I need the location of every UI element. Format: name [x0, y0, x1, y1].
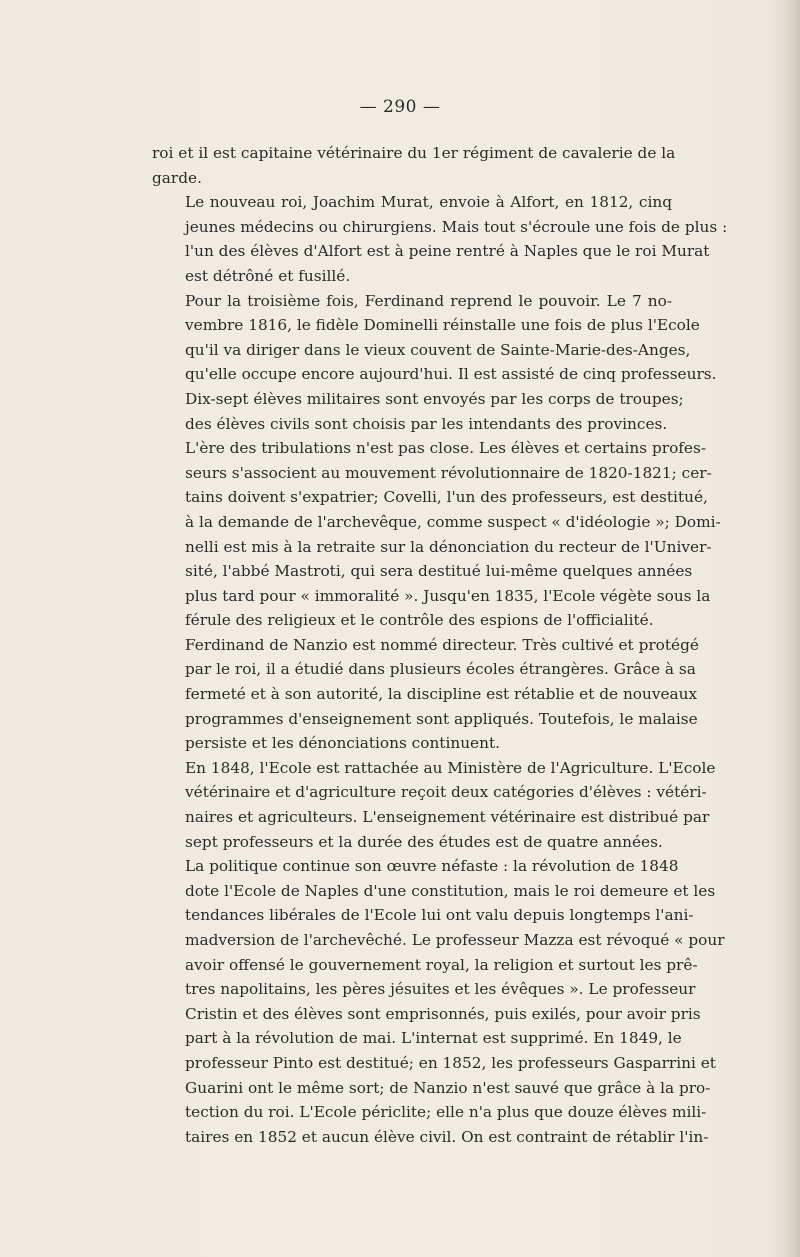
text-line: Ferdinand de Nanzio est nommé directeur. Très cultivé et protégé: [185, 635, 699, 654]
text-line: La politique continue son œuvre néfaste : la révolution de 1848: [185, 857, 679, 876]
text-line: professeur Pinto est destitué; en 1852, les professeurs Gasparrini et: [185, 1053, 716, 1072]
text-line: sept professeurs et la durée des études est de quatre années.: [185, 832, 663, 851]
text-line: Cristin et des élèves sont emprisonnés, puis exilés, pour avoir pris: [185, 1004, 701, 1023]
page-number: — 290 —: [359, 97, 441, 117]
text-line: Pour la troisième fois, Ferdinand reprend le pouvoir. Le 7 no-: [185, 291, 672, 310]
text-line: jeunes médecins ou chirurgiens. Mais tout s'écroule une fois de plus :: [185, 217, 728, 236]
text-line: tection du roi. L'Ecole périclite; elle n'a plus que douze élèves mili-: [185, 1103, 707, 1122]
text-line: est détrôné et fusillé.: [185, 266, 351, 285]
body-text: [152, 141, 728, 1149]
text-line: En 1848, l'Ecole est rattachée au Ministère de l'Agriculture. L'Ecole: [185, 758, 716, 777]
paragraph: [152, 141, 676, 190]
text-line: dote l'Ecole de Naples d'une constitution, mais le roi demeure et les: [185, 881, 716, 900]
text-line: L'ère des tribulations n'est pas close. Les élèves et certains profes-: [185, 439, 707, 458]
text-line: nelli est mis à la retraite sur la dénonciation du recteur de l'Univer-: [185, 537, 712, 556]
text-line: seurs s'associent au mouvement révolutionnaire de 1820-1821; cer-: [185, 463, 712, 482]
text-line: des élèves civils sont choisis par les intendants des provinces.: [185, 414, 668, 433]
text-line: vembre 1816, le fidèle Dominelli réinstalle une fois de plus l'Ecole: [185, 316, 700, 335]
text-line: tains doivent s'expatrier; Covelli, l'un des professeurs, est destitué,: [185, 488, 708, 507]
paragraph: [152, 854, 725, 1149]
text-line: garde.: [152, 168, 202, 187]
text-line: roi et il est capitaine vétérinaire du 1er régiment de cavalerie de la: [152, 144, 676, 162]
text-line: Le nouveau roi, Joachim Murat, envoie à Alfort, en 1812, cinq: [185, 193, 672, 212]
text-line: tendances libérales de l'Ecole lui ont valu depuis longtemps l'ani-: [185, 906, 694, 925]
text-line: part à la révolution de mai. L'internat est supprimé. En 1849, le: [185, 1029, 682, 1048]
paragraph: [152, 190, 728, 288]
text-line: vétérinaire et d'agriculture reçoit deux catégories d'élèves : vétéri-: [185, 783, 707, 802]
paragraph: [152, 289, 717, 437]
paragraph: [152, 436, 721, 633]
text-line: qu'elle occupe encore aujourd'hui. Il est assisté de cinq professeurs.: [185, 365, 717, 384]
text-line: naires et agriculteurs. L'enseignement vétérinaire est distribué par: [185, 808, 710, 827]
text-line: programmes d'enseignement sont appliqués. Toutefois, le malaise: [185, 709, 698, 728]
text-line: Guarini ont le même sort; de Nanzio n'est sauvé que grâce à la pro-: [185, 1078, 711, 1097]
paragraph: [152, 633, 699, 756]
text-line: sité, l'abbé Mastroti, qui sera destitué lui-même quelques années: [185, 562, 693, 581]
page-edge-shadow: [766, 0, 800, 1257]
text-line: à la demande de l'archevêque, comme suspect « d'idéologie »; Domi-: [185, 512, 721, 531]
text-line: plus tard pour « immoralité ». Jusqu'en 1835, l'Ecole végète sous la: [185, 586, 711, 605]
text-line: qu'il va diriger dans le vieux couvent de Sainte-Marie-des-Anges,: [185, 340, 691, 359]
text-line: persiste et les dénonciations continuent.: [185, 734, 500, 753]
text-line: Dix-sept élèves militaires sont envoyés par les corps de troupes;: [185, 389, 684, 408]
text-line: tres napolitains, les pères jésuites et les évêques ». Le professeur: [185, 980, 696, 999]
text-line: taires en 1852 et aucun élève civil. On est contraint de rétablir l'in-: [185, 1127, 709, 1146]
text-line: l'un des élèves d'Alfort est à peine rentré à Naples que le roi Murat: [185, 242, 710, 261]
text-line: férule des religieux et le contrôle des espions de l'officialité.: [185, 611, 654, 630]
paragraph: [152, 756, 716, 854]
text-line: par le roi, il a étudié dans plusieurs écoles étrangères. Grâce à sa: [185, 660, 696, 679]
text-line: fermeté et à son autorité, la discipline est rétablie et de nouveaux: [185, 685, 698, 704]
text-line: avoir offensé le gouvernement royal, la religion et surtout les prê-: [185, 955, 698, 974]
text-line: madversion de l'archevêché. Le professeur Mazza est révoqué « pour: [185, 931, 725, 949]
